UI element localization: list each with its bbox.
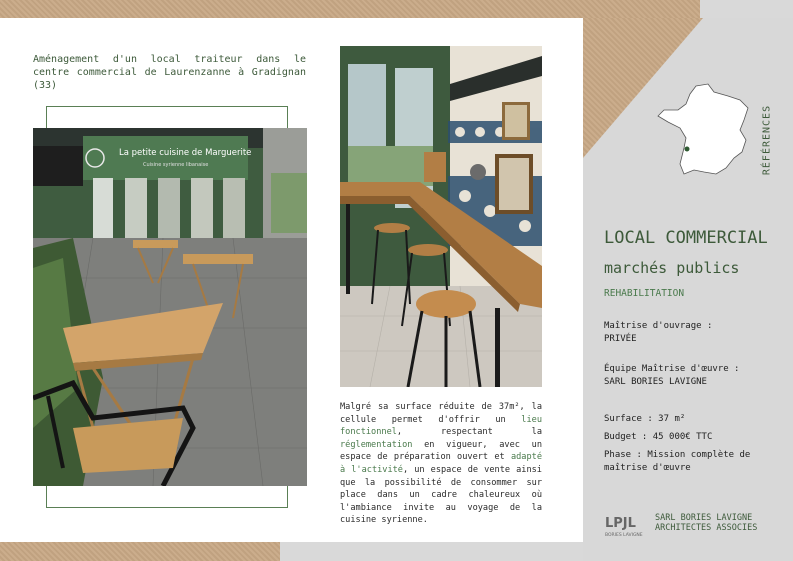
firm-line-1: SARL BORIES LAVIGNE (655, 513, 753, 523)
project-category: REHABILITATION (604, 288, 685, 299)
desc-part-4: , un espace de vente ainsi que la possibilité de consommer sur place dans un cadre chaleureux où l'ambiance invite au voyage de la cuisine syrienne. (340, 464, 542, 526)
sign-subtitle: Cuisine syrienne libanaise (143, 162, 209, 168)
intro-text: Aménagement d'un local traiteur dans le centre commercial de Laurenzanne à Gradignan (33) (33, 54, 306, 91)
desc-highlight-2: réglementation (340, 439, 413, 450)
moe-value: SARL BORIES LAVIGNE (604, 377, 707, 387)
side-label-text: RÉFÉRENCES (761, 104, 773, 176)
sign-title: La petite cuisine de Marguerite (119, 148, 252, 158)
firm-name (655, 513, 757, 533)
logo-small: BORIES LAVIGNE (605, 533, 643, 538)
project-title: LOCAL COMMERCIAL (604, 228, 768, 248)
france-map-icon (656, 82, 754, 182)
firm-line-2: ARCHITECTES ASSOCIES (655, 523, 758, 533)
desc-part-1: Malgré sa surface réduite de 37m², la cellule permet d'offrir un (340, 402, 542, 425)
kraft-band-bottom (0, 542, 280, 561)
project-subtitle: marchés publics (604, 259, 740, 277)
kraft-band-top (0, 0, 700, 18)
moe-label: Équipe Maîtrise d'œuvre : (604, 364, 740, 374)
phase: Phase : Mission complète de maîtrise d'œuvre (604, 450, 751, 473)
firm-logo (604, 511, 648, 539)
desc-part-3: en vigueur, avec un espace de préparation ouvert et (340, 439, 542, 463)
desc-part-2: , respectant la (396, 427, 542, 438)
moe-block (604, 363, 739, 389)
storefront-photo (33, 128, 307, 486)
surface: Surface : 37 m² (604, 414, 686, 424)
moa-block (604, 320, 712, 346)
location-marker (685, 147, 690, 152)
budget: Budget : 45 000€ TTC (604, 432, 713, 442)
logo-mark: LPJL (605, 516, 636, 531)
desc-highlight-1: lieu fonctionnel (340, 414, 542, 438)
interior-photo (340, 46, 542, 387)
moa-value: PRIVÉE (604, 334, 637, 344)
description-text (340, 401, 542, 527)
desc-highlight-3: adapté à l'activité (340, 452, 542, 475)
side-label (757, 100, 777, 180)
moa-label: Maîtrise d'ouvrage : (604, 321, 713, 331)
